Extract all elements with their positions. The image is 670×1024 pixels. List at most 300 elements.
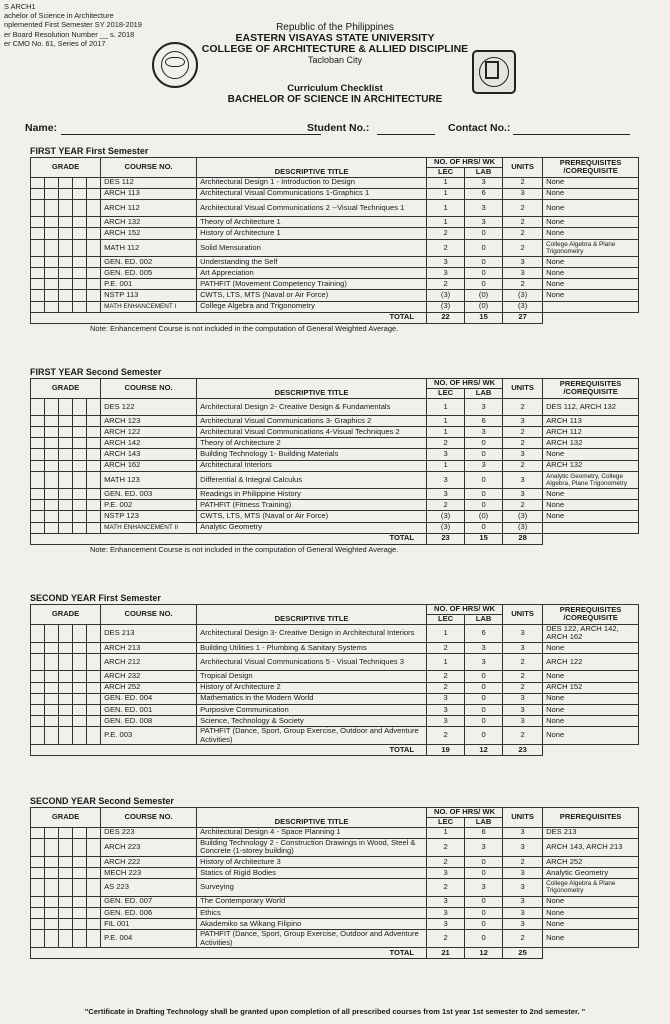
grade-cell[interactable] xyxy=(59,827,73,838)
grade-cell[interactable] xyxy=(59,416,73,427)
prerequisite: None xyxy=(543,449,639,460)
grade-cell[interactable] xyxy=(45,879,59,897)
course-row xyxy=(31,704,639,715)
grade-cell[interactable] xyxy=(73,188,87,199)
grade-cell[interactable] xyxy=(73,929,87,947)
course-no: ARCH 252 xyxy=(101,682,197,693)
grade-cell[interactable] xyxy=(87,624,101,642)
grade-cell[interactable] xyxy=(87,715,101,726)
grade-cell[interactable] xyxy=(59,918,73,929)
course-title: Architectural Design 3- Creative Design in Architectural Interiors xyxy=(197,624,427,642)
grade-cell[interactable] xyxy=(59,500,73,511)
grade-cell[interactable] xyxy=(73,867,87,878)
hours-header: NO. OF HRS/ WK xyxy=(427,605,503,615)
grade-cell[interactable] xyxy=(31,188,45,199)
grade-cell[interactable] xyxy=(31,726,45,744)
grade-cell[interactable] xyxy=(87,301,101,312)
grade-cell[interactable] xyxy=(73,279,87,290)
grade-cell[interactable] xyxy=(59,398,73,416)
grade-cell[interactable] xyxy=(31,268,45,279)
grade-cell[interactable] xyxy=(73,460,87,471)
course-title: Readings in Philippine History xyxy=(197,489,427,500)
grade-cell[interactable] xyxy=(45,693,59,704)
grade-cell[interactable] xyxy=(87,257,101,268)
grade-cell[interactable] xyxy=(31,257,45,268)
grade-cell[interactable] xyxy=(73,704,87,715)
grade-cell[interactable] xyxy=(73,726,87,744)
grade-cell[interactable] xyxy=(87,907,101,918)
lab-hours: 3 xyxy=(465,653,503,671)
grade-cell[interactable] xyxy=(59,268,73,279)
prerequisite: None xyxy=(543,671,639,682)
grade-cell[interactable] xyxy=(31,500,45,511)
grade-cell[interactable] xyxy=(59,704,73,715)
grade-cell[interactable] xyxy=(45,682,59,693)
lec-hours: 3 xyxy=(427,257,465,268)
grade-cell[interactable] xyxy=(73,522,87,533)
grade-cell[interactable] xyxy=(59,879,73,897)
lab-hours: 0 xyxy=(465,715,503,726)
grade-cell[interactable] xyxy=(87,290,101,301)
grade-cell[interactable] xyxy=(73,177,87,188)
grade-cell[interactable] xyxy=(59,522,73,533)
grade-cell[interactable] xyxy=(73,438,87,449)
course-row xyxy=(31,438,639,449)
grade-cell[interactable] xyxy=(45,896,59,907)
course-no: P.E. 001 xyxy=(101,279,197,290)
course-row xyxy=(31,290,639,301)
course-no: ARCH 162 xyxy=(101,460,197,471)
grade-cell[interactable] xyxy=(31,856,45,867)
grade-cell[interactable] xyxy=(59,867,73,878)
grade-cell[interactable] xyxy=(45,257,59,268)
grade-cell[interactable] xyxy=(59,907,73,918)
grade-cell[interactable] xyxy=(87,929,101,947)
grade-cell[interactable] xyxy=(73,290,87,301)
grade-cell[interactable] xyxy=(45,239,59,257)
grade-cell[interactable] xyxy=(31,177,45,188)
lec-hours: (3) xyxy=(427,511,465,522)
grade-cell[interactable] xyxy=(73,827,87,838)
prerequisite: ARCH 132 xyxy=(543,460,639,471)
grade-cell[interactable] xyxy=(87,398,101,416)
grade-cell[interactable] xyxy=(87,489,101,500)
grade-cell[interactable] xyxy=(87,918,101,929)
grade-cell[interactable] xyxy=(73,624,87,642)
lec-hours: 1 xyxy=(427,217,465,228)
grade-cell[interactable] xyxy=(31,239,45,257)
total-label: TOTAL xyxy=(31,745,427,756)
grade-cell[interactable] xyxy=(31,671,45,682)
grade-cell[interactable] xyxy=(31,827,45,838)
grade-cell[interactable] xyxy=(45,268,59,279)
grade-cell[interactable] xyxy=(45,856,59,867)
republic-text: Republic of the Philippines xyxy=(276,22,394,33)
lec-hours: 1 xyxy=(427,177,465,188)
course-no: P.E. 002 xyxy=(101,500,197,511)
course-no: GEN. ED. 008 xyxy=(101,715,197,726)
grade-cell[interactable] xyxy=(73,896,87,907)
grade-cell[interactable] xyxy=(73,511,87,522)
prerequisite: ARCH 152 xyxy=(543,682,639,693)
grade-cell[interactable] xyxy=(45,653,59,671)
units: 3 xyxy=(503,838,543,856)
grade-cell[interactable] xyxy=(73,268,87,279)
grade-cell[interactable] xyxy=(59,217,73,228)
grade-cell[interactable] xyxy=(59,642,73,653)
grade-cell[interactable] xyxy=(31,416,45,427)
course-title: Tropical Design xyxy=(197,671,427,682)
grade-cell[interactable] xyxy=(31,398,45,416)
prerequisites-header: PREREQUISITES /COREQUISITE xyxy=(543,605,639,625)
grade-cell[interactable] xyxy=(45,838,59,856)
course-row xyxy=(31,199,639,217)
grade-cell[interactable] xyxy=(59,856,73,867)
units: 3 xyxy=(503,879,543,897)
prerequisites-header: PREREQUISITES /COREQUISITE xyxy=(543,379,639,399)
grade-cell[interactable] xyxy=(45,228,59,239)
grade-cell[interactable] xyxy=(73,693,87,704)
grade-cell[interactable] xyxy=(31,704,45,715)
course-no: ARCH 123 xyxy=(101,416,197,427)
course-no: ARCH 222 xyxy=(101,856,197,867)
grade-cell[interactable] xyxy=(31,653,45,671)
grade-cell[interactable] xyxy=(87,682,101,693)
grade-cell[interactable] xyxy=(59,290,73,301)
course-no: DES 122 xyxy=(101,398,197,416)
grade-cell[interactable] xyxy=(45,427,59,438)
course-row xyxy=(31,177,639,188)
course-title: Surveying xyxy=(197,879,427,897)
grade-cell[interactable] xyxy=(31,715,45,726)
grade-cell[interactable] xyxy=(45,177,59,188)
grade-cell[interactable] xyxy=(87,653,101,671)
grade-cell[interactable] xyxy=(87,199,101,217)
grade-cell[interactable] xyxy=(73,642,87,653)
lab-hours: 0 xyxy=(465,726,503,744)
prerequisite: ARCH 143, ARCH 213 xyxy=(543,838,639,856)
grade-cell[interactable] xyxy=(31,879,45,897)
units: (3) xyxy=(503,511,543,522)
grade-cell[interactable] xyxy=(59,257,73,268)
grade-cell[interactable] xyxy=(73,199,87,217)
course-row xyxy=(31,217,639,228)
course-no: P.E. 004 xyxy=(101,929,197,947)
grade-cell[interactable] xyxy=(31,290,45,301)
grade-cell[interactable] xyxy=(73,879,87,897)
grade-cell[interactable] xyxy=(59,682,73,693)
prerequisite: None xyxy=(543,715,639,726)
lec-hours: (3) xyxy=(427,290,465,301)
grade-cell[interactable] xyxy=(45,290,59,301)
grade-cell[interactable] xyxy=(73,500,87,511)
grade-cell[interactable] xyxy=(45,642,59,653)
reference-line: nplemented First Semester SY 2018-2019 xyxy=(4,20,142,30)
grade-cell[interactable] xyxy=(59,511,73,522)
grade-cell[interactable] xyxy=(87,642,101,653)
grade-cell[interactable] xyxy=(73,228,87,239)
grade-cell[interactable] xyxy=(59,726,73,744)
grade-cell[interactable] xyxy=(59,460,73,471)
course-title: Building Utilities 1 - Plumbing & Sanitary Systems xyxy=(197,642,427,653)
grade-cell[interactable] xyxy=(87,449,101,460)
grade-cell[interactable] xyxy=(59,449,73,460)
grade-cell[interactable] xyxy=(45,471,59,489)
lab-hours: 6 xyxy=(465,827,503,838)
grade-cell[interactable] xyxy=(45,715,59,726)
grade-cell[interactable] xyxy=(31,867,45,878)
grade-cell[interactable] xyxy=(31,279,45,290)
course-row xyxy=(31,398,639,416)
lab-header: LAB xyxy=(465,168,503,178)
prerequisite: None xyxy=(543,896,639,907)
grade-cell[interactable] xyxy=(59,177,73,188)
prerequisite: ARCH 113 xyxy=(543,416,639,427)
grade-cell[interactable] xyxy=(73,838,87,856)
course-title: History of Architecture 2 xyxy=(197,682,427,693)
lec-hours: 2 xyxy=(427,838,465,856)
units: 2 xyxy=(503,427,543,438)
grade-cell[interactable] xyxy=(45,301,59,312)
grade-cell[interactable] xyxy=(45,522,59,533)
grade-cell[interactable] xyxy=(87,856,101,867)
grade-cell[interactable] xyxy=(45,918,59,929)
grade-cell[interactable] xyxy=(87,511,101,522)
grade-cell[interactable] xyxy=(73,427,87,438)
course-title: Architectural Visual Communications 4-Visual Techniques 2 xyxy=(197,427,427,438)
course-no: NSTP 123 xyxy=(101,511,197,522)
prerequisite: None xyxy=(543,918,639,929)
grade-cell[interactable] xyxy=(59,427,73,438)
course-title: Theory of Architecture 2 xyxy=(197,438,427,449)
grade-cell[interactable] xyxy=(31,199,45,217)
grade-cell[interactable] xyxy=(45,704,59,715)
grade-cell[interactable] xyxy=(45,929,59,947)
course-row xyxy=(31,301,639,312)
units-header: UNITS xyxy=(503,808,543,828)
grade-cell[interactable] xyxy=(73,416,87,427)
grade-cell[interactable] xyxy=(73,489,87,500)
grade-cell[interactable] xyxy=(45,624,59,642)
grade-cell[interactable] xyxy=(59,838,73,856)
grade-cell[interactable] xyxy=(87,217,101,228)
grade-cell[interactable] xyxy=(31,682,45,693)
grade-cell[interactable] xyxy=(59,624,73,642)
course-title: College Algebra and Trigonometry xyxy=(197,301,427,312)
grade-cell[interactable] xyxy=(31,693,45,704)
grade-cell[interactable] xyxy=(87,522,101,533)
course-title: History of Architecture 1 xyxy=(197,228,427,239)
course-row xyxy=(31,682,639,693)
grade-cell[interactable] xyxy=(73,682,87,693)
course-row xyxy=(31,188,639,199)
grade-cell[interactable] xyxy=(87,427,101,438)
grade-cell[interactable] xyxy=(45,460,59,471)
grade-cell[interactable] xyxy=(31,896,45,907)
grade-cell[interactable] xyxy=(45,217,59,228)
lec-hours: 3 xyxy=(427,704,465,715)
grade-cell[interactable] xyxy=(87,239,101,257)
grade-cell[interactable] xyxy=(73,239,87,257)
grade-cell[interactable] xyxy=(87,268,101,279)
grade-cell[interactable] xyxy=(87,188,101,199)
units: 3 xyxy=(503,489,543,500)
grade-cell[interactable] xyxy=(59,693,73,704)
grade-cell[interactable] xyxy=(45,438,59,449)
grade-cell[interactable] xyxy=(59,471,73,489)
grade-cell[interactable] xyxy=(59,929,73,947)
grade-cell[interactable] xyxy=(31,642,45,653)
contact-no-label: Contact No.: xyxy=(448,122,511,134)
course-row xyxy=(31,715,639,726)
name-field[interactable] xyxy=(61,134,321,135)
grade-cell[interactable] xyxy=(45,726,59,744)
grade-cell[interactable] xyxy=(87,500,101,511)
grade-cell[interactable] xyxy=(59,489,73,500)
grade-cell[interactable] xyxy=(31,449,45,460)
grade-cell[interactable] xyxy=(87,838,101,856)
grade-cell[interactable] xyxy=(59,279,73,290)
grade-cell[interactable] xyxy=(73,715,87,726)
course-row xyxy=(31,856,639,867)
grade-cell[interactable] xyxy=(73,918,87,929)
grade-cell[interactable] xyxy=(45,199,59,217)
contact-no-field[interactable] xyxy=(513,134,630,135)
grade-cell[interactable] xyxy=(73,301,87,312)
grade-cell[interactable] xyxy=(45,671,59,682)
course-no: MATH 112 xyxy=(101,239,197,257)
grade-cell[interactable] xyxy=(87,693,101,704)
grade-cell[interactable] xyxy=(73,217,87,228)
grade-cell[interactable] xyxy=(59,199,73,217)
grade-cell[interactable] xyxy=(31,522,45,533)
total-row xyxy=(31,745,639,756)
grade-cell[interactable] xyxy=(73,671,87,682)
grade-cell[interactable] xyxy=(73,257,87,268)
grade-cell[interactable] xyxy=(87,460,101,471)
grade-cell[interactable] xyxy=(73,856,87,867)
lab-hours: 0 xyxy=(465,257,503,268)
grade-cell[interactable] xyxy=(87,228,101,239)
grade-cell[interactable] xyxy=(87,416,101,427)
prerequisite: None xyxy=(543,217,639,228)
grade-cell[interactable] xyxy=(73,449,87,460)
grade-cell[interactable] xyxy=(73,471,87,489)
lab-hours: 0 xyxy=(465,671,503,682)
grade-cell[interactable] xyxy=(59,228,73,239)
grade-cell[interactable] xyxy=(31,838,45,856)
lab-hours: 0 xyxy=(465,867,503,878)
grade-cell[interactable] xyxy=(31,918,45,929)
grade-cell[interactable] xyxy=(59,438,73,449)
grade-cell[interactable] xyxy=(59,239,73,257)
student-no-field[interactable] xyxy=(377,134,435,135)
course-no: GEN. ED. 006 xyxy=(101,907,197,918)
course-title: Science, Technology & Society xyxy=(197,715,427,726)
lab-hours: 0 xyxy=(465,896,503,907)
course-no: DES 223 xyxy=(101,827,197,838)
grade-cell[interactable] xyxy=(45,867,59,878)
grade-cell[interactable] xyxy=(31,228,45,239)
grade-cell[interactable] xyxy=(59,671,73,682)
total-units: 27 xyxy=(503,312,543,323)
grade-cell[interactable] xyxy=(59,653,73,671)
grade-cell[interactable] xyxy=(31,217,45,228)
grade-cell[interactable] xyxy=(31,929,45,947)
grade-cell[interactable] xyxy=(31,624,45,642)
grade-cell[interactable] xyxy=(31,301,45,312)
grade-cell[interactable] xyxy=(31,489,45,500)
grade-cell[interactable] xyxy=(45,907,59,918)
grade-cell[interactable] xyxy=(45,398,59,416)
lec-hours: 2 xyxy=(427,682,465,693)
grade-cell[interactable] xyxy=(31,471,45,489)
grade-cell[interactable] xyxy=(45,511,59,522)
student-info-row xyxy=(25,122,645,136)
grade-cell[interactable] xyxy=(87,704,101,715)
course-title: Theory of Architecture 1 xyxy=(197,217,427,228)
reference-line: er Board Resolution Number __ s. 2018 xyxy=(4,29,135,39)
grade-cell[interactable] xyxy=(45,279,59,290)
grade-cell[interactable] xyxy=(45,416,59,427)
course-title: CWTS, LTS, MTS (Naval or Air Force) xyxy=(197,511,427,522)
lec-hours: 3 xyxy=(427,896,465,907)
units-header: UNITS xyxy=(503,379,543,399)
grade-cell[interactable] xyxy=(73,907,87,918)
grade-cell[interactable] xyxy=(45,827,59,838)
grade-cell[interactable] xyxy=(31,438,45,449)
lab-hours: 3 xyxy=(465,199,503,217)
grade-cell[interactable] xyxy=(45,500,59,511)
grade-cell[interactable] xyxy=(87,438,101,449)
grade-cell[interactable] xyxy=(59,896,73,907)
grade-cell[interactable] xyxy=(59,715,73,726)
units: 2 xyxy=(503,856,543,867)
grade-cell[interactable] xyxy=(87,896,101,907)
course-title: Architectural Design 2- Creative Design & Fundamentals xyxy=(197,398,427,416)
title-header: DESCRIPTIVE TITLE xyxy=(197,808,427,828)
grade-cell[interactable] xyxy=(87,671,101,682)
course-no: NSTP 113 xyxy=(101,290,197,301)
grade-cell[interactable] xyxy=(31,511,45,522)
grade-cell[interactable] xyxy=(87,867,101,878)
grade-cell[interactable] xyxy=(59,301,73,312)
grade-cell[interactable] xyxy=(87,279,101,290)
grade-cell[interactable] xyxy=(45,449,59,460)
units: (3) xyxy=(503,301,543,312)
grade-cell[interactable] xyxy=(87,827,101,838)
grade-cell[interactable] xyxy=(45,489,59,500)
grade-cell[interactable] xyxy=(73,653,87,671)
grade-cell[interactable] xyxy=(45,188,59,199)
grade-cell[interactable] xyxy=(87,726,101,744)
grade-cell[interactable] xyxy=(73,398,87,416)
lab-hours: 0 xyxy=(465,929,503,947)
grade-cell[interactable] xyxy=(31,907,45,918)
course-row xyxy=(31,257,639,268)
grade-cell[interactable] xyxy=(87,879,101,897)
grade-cell[interactable] xyxy=(87,177,101,188)
grade-cell[interactable] xyxy=(31,427,45,438)
student-no-label: Student No.: xyxy=(307,122,370,134)
grade-cell[interactable] xyxy=(87,471,101,489)
lab-hours: (0) xyxy=(465,290,503,301)
course-no: ARCH 112 xyxy=(101,199,197,217)
grade-cell[interactable] xyxy=(59,188,73,199)
units: 2 xyxy=(503,199,543,217)
prerequisite: DES 122, ARCH 142, ARCH 162 xyxy=(543,624,639,642)
grade-cell[interactable] xyxy=(31,460,45,471)
